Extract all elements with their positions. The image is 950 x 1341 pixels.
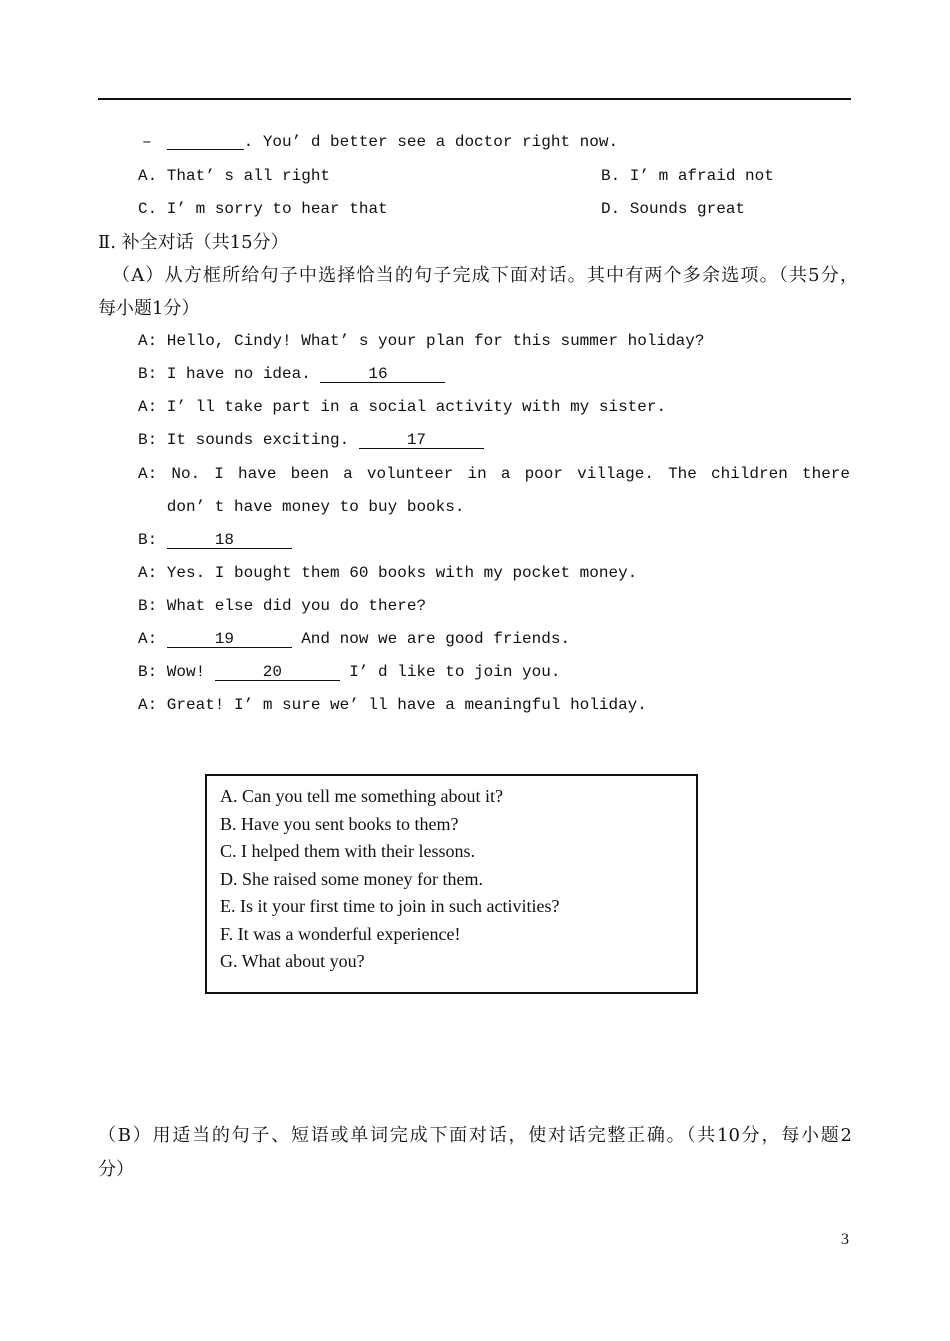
dialog-line	[138, 623, 868, 656]
dialog-text: I’ ll take part in a social activity with my sister.	[166, 398, 667, 417]
speaker-label: B:	[138, 365, 158, 384]
speaker-label: A:	[138, 563, 158, 582]
blank-number: 17	[406, 431, 427, 450]
header-rule	[98, 98, 851, 100]
answer-blank	[167, 136, 244, 150]
speaker-label: A:	[138, 398, 158, 417]
speaker-label: B:	[138, 663, 158, 682]
section-heading: Ⅱ. 补全对话（共15分）	[98, 231, 289, 253]
part-a-instruction-line: 每小题1分）	[98, 297, 200, 319]
dialog-line	[138, 590, 868, 623]
dialog-text: I have no idea.	[166, 365, 311, 384]
dialog-text: And now we are good friends.	[301, 630, 571, 649]
choice-item: D. She raised some money for them.	[220, 868, 483, 889]
dialog-line	[138, 325, 868, 358]
choices-box	[205, 774, 698, 994]
answer-blank	[320, 366, 445, 383]
speaker-label: B:	[138, 530, 158, 549]
dash-mark: –	[142, 133, 152, 152]
page-number: 3	[841, 1231, 849, 1248]
speaker-label: B:	[138, 431, 158, 450]
dialog-line	[138, 557, 868, 590]
part-b-instruction-line: （B）用适当的句子、短语或单词完成下面对话，使对话完整正确。（共10分，每小题2	[98, 1125, 852, 1147]
previous-question-answer-line	[138, 126, 868, 159]
blank-number: 18	[214, 530, 234, 549]
choice-item: F. It was a wonderful experience!	[220, 923, 461, 944]
question-tail-text: . You’ d better see a doctor right now.	[243, 133, 619, 152]
options-row	[138, 193, 868, 226]
dialog-text: Wow!	[166, 663, 206, 682]
blank-number: 19	[214, 630, 234, 649]
speaker-label: A:	[138, 332, 158, 351]
part-b	[98, 1119, 868, 1185]
dialog-line	[138, 656, 868, 689]
choice-item: C. I helped them with their lessons.	[220, 841, 475, 861]
choice-item: G. What about you?	[220, 951, 365, 971]
speaker-label: A:	[138, 696, 158, 715]
dialog-line	[138, 524, 868, 557]
dialog-text: It sounds exciting.	[166, 431, 350, 450]
dialog-text: don’ t have money to buy books.	[166, 497, 465, 516]
choice-item: A. Can you tell me something about it?	[220, 786, 503, 806]
dialog-text: Hello, Cindy! What’ s your plan for this summer holiday?	[166, 332, 705, 351]
blank-number: 16	[368, 365, 388, 384]
part-b-instruction-line: 分）	[98, 1158, 134, 1180]
part-a-instruction-line: （A）从方框所给句子中选择恰当的句子完成下面对话。其中有两个多余选项。（共5分，	[112, 264, 858, 286]
dialog-line	[138, 424, 868, 457]
dialog-line	[138, 458, 850, 491]
dialog-text: What else did you do there?	[166, 596, 427, 615]
dialog-line	[138, 358, 868, 391]
answer-blank	[167, 631, 292, 648]
answer-blank	[215, 664, 340, 681]
options-row	[138, 160, 868, 193]
speaker-label: A:	[138, 464, 158, 483]
speaker-label: B:	[138, 596, 158, 615]
dialog-line	[138, 391, 868, 424]
option-d: D. Sounds great	[601, 199, 746, 218]
answer-blank	[167, 532, 292, 549]
page-content	[98, 126, 868, 722]
option-a: A. That’ s all right	[138, 166, 331, 185]
dialog-line	[138, 689, 868, 722]
option-c: C. I’ m sorry to hear that	[138, 199, 388, 218]
speaker-label: A:	[138, 630, 158, 649]
dialog-text: Great! I’ m sure we’ ll have a meaningful holiday.	[166, 696, 647, 715]
answer-blank	[359, 432, 484, 449]
dialog-text: Yes. I bought them 60 books with my pocket money.	[166, 563, 638, 582]
dialog-text: No. I have been a volunteer in a poor village. The children there	[171, 464, 850, 483]
dialog-text: I’ d like to join you.	[349, 663, 561, 682]
choice-item: B. Have you sent books to them?	[220, 813, 459, 834]
choice-item: E. Is it your first time to join in such activities?	[220, 896, 560, 916]
option-b: B. I’ m afraid not	[601, 166, 774, 185]
dialog-line-continuation	[138, 491, 868, 524]
blank-number: 20	[262, 663, 282, 682]
